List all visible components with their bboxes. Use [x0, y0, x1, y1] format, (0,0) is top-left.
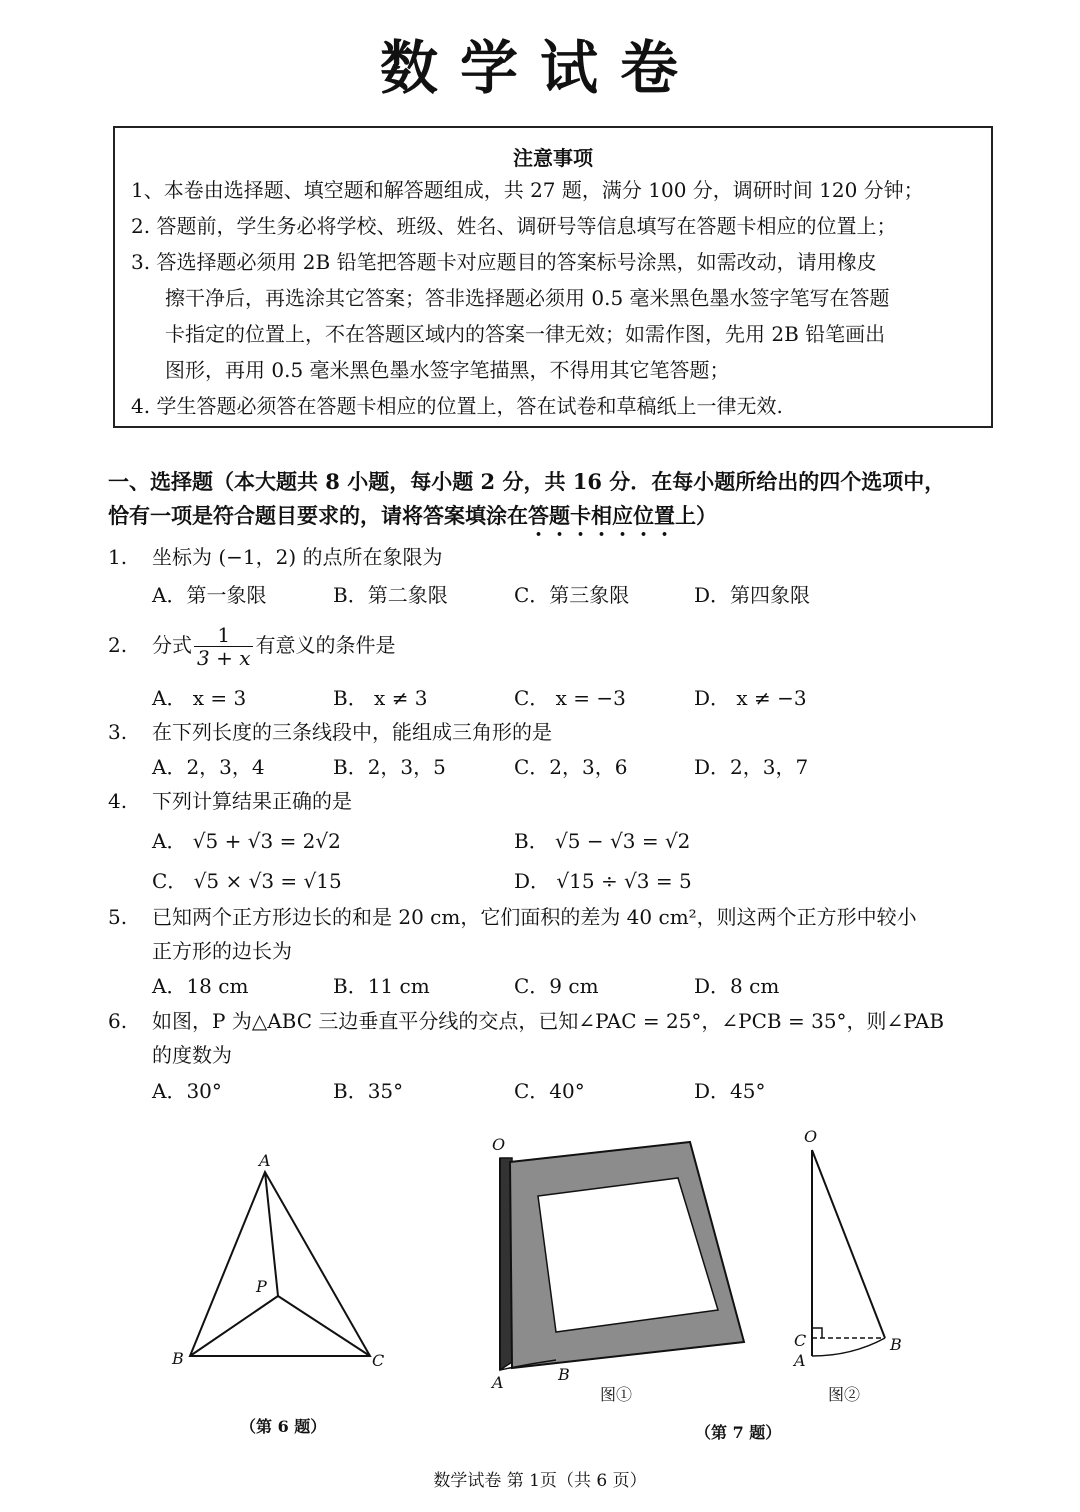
question-number: 6. [108, 1009, 128, 1033]
notice-heading: 注意事项 [513, 146, 593, 170]
q4-option-c: C． √5 × √3 = √15 [152, 869, 342, 893]
label-a: A [492, 1373, 504, 1392]
q2-option-b: B． x ≠ 3 [333, 686, 428, 710]
section-heading-line2: 恰有一项是符合题目要求的，请将答案填涂在答题卡相应位置上） [108, 503, 717, 528]
q1-option-c: C．第三象限 [514, 583, 630, 607]
label-b: B [558, 1365, 570, 1384]
question-text: 坐标为 (−1，2) 的点所在象限为 [152, 545, 443, 569]
q6-option-b: B．35° [333, 1079, 404, 1103]
q4-option-d: D． √15 ÷ √3 = 5 [514, 869, 692, 893]
question-number: 2. [108, 633, 128, 657]
fraction: $\frac{1}{3 + x}$ [194, 624, 253, 669]
arc-ab [812, 1338, 885, 1356]
question-text: 如图，P 为△ABC 三边垂直平分线的交点，已知∠PAC = 25°，∠PCB = 35°，则∠PAB [152, 1009, 945, 1033]
q4-option-b: B． √5 − √3 = √2 [514, 829, 691, 853]
question-number: 5. [108, 905, 128, 929]
notice-line-2: 2. 答题前，学生务必将学校、班级、姓名、调研号等信息填写在答题卡相应的位置上； [131, 214, 897, 238]
q1-option-d: D．第四象限 [694, 583, 811, 607]
q1-option-a: A．第一象限 [152, 583, 267, 607]
label-c: C [794, 1331, 807, 1350]
question-number: 3. [108, 720, 128, 744]
question-number: 1. [108, 545, 128, 569]
q2-option-c: C． x = −3 [514, 686, 626, 710]
q5-option-d: D．8 cm [694, 974, 780, 998]
segment-ob [812, 1150, 885, 1338]
question-5-line2: 正方形的边长为 [152, 939, 292, 963]
page-title: 数学试卷 [379, 34, 700, 102]
q6-option-d: D．45° [694, 1079, 766, 1103]
notice-line-1: 1、本卷由选择题、填空题和解答题组成，共 27 题，满分 100 分，调研时间 120 分钟； [131, 178, 924, 202]
notice-line-7: 4. 学生答题必须答在答题卡相应的位置上，答在试卷和草稿纸上一律无效. [131, 394, 783, 418]
label-a: A [259, 1151, 271, 1170]
notice-line-4: 擦干净后，再选涂其它答案；答非选择题必须用 0.5 毫米黑色墨水签字笔写在答题 [165, 286, 890, 310]
label-p: P [256, 1277, 267, 1296]
label-a: A [794, 1351, 806, 1370]
figure-7-2-caption: 图② [828, 1385, 861, 1404]
q5-option-b: B．11 cm [333, 974, 430, 998]
question-text: 在下列长度的三条线段中，能组成三角形的是 [152, 720, 552, 744]
q5-option-a: A．18 cm [152, 974, 249, 998]
q3-option-c: C．2，3，6 [514, 755, 628, 779]
figure-7-1-caption: 图① [600, 1385, 633, 1404]
label-b: B [890, 1335, 902, 1354]
notice-line-3: 3. 答选择题必须用 2B 铅笔把答题卡对应题目的答案标号涂黑，如需改动，请用橡皮 [131, 250, 877, 274]
label-b: B [172, 1349, 184, 1368]
notice-line-5: 卡指定的位置上，不在答题区域内的答案一律无效；如需作图，先用 2B 铅笔画出 [165, 322, 886, 346]
question-text: 下列计算结果正确的是 [152, 789, 352, 813]
question-text: 已知两个正方形边长的和是 20 cm，它们面积的差为 40 cm²，则这两个正方形中较小 [152, 905, 917, 929]
q3-option-d: D．2，3，7 [694, 755, 809, 779]
q4-option-a: A． √5 + √3 = 2√2 [152, 829, 341, 853]
q2-option-d: D． x ≠ −3 [694, 686, 807, 710]
q3-option-a: A．2，3，4 [152, 755, 265, 779]
label-o: O [492, 1135, 506, 1154]
question-6-line2: 的度数为 [152, 1043, 232, 1067]
section-heading-line1: 一、选择题（本大题共 8 小题，每小题 2 分，共 16 分．在每小题所给出的四个选项中， [108, 469, 946, 494]
label-o: O [804, 1127, 818, 1146]
notice-line-6: 图形，再用 0.5 毫米黑色墨水签字笔描黑，不得用其它笔答题； [165, 358, 730, 382]
q3-option-b: B．2，3，5 [333, 755, 446, 779]
question-number: 4. [108, 789, 128, 813]
q5-option-c: C．9 cm [514, 974, 599, 998]
page-footer: 数学试卷 第 1页（共 6 页） [433, 1471, 647, 1491]
q6-option-a: A．30° [152, 1079, 222, 1103]
q1-option-b: B．第二象限 [333, 583, 448, 607]
question-2: 2. 分式 $\frac{1}{3 + x}$ 有意义的条件是 [108, 623, 396, 670]
figure-7-caption: （第 7 题） [695, 1423, 782, 1442]
label-c: C [372, 1351, 385, 1370]
q6-option-c: C．40° [514, 1079, 585, 1103]
figure-6-caption: （第 6 题） [240, 1417, 327, 1436]
right-angle-mark [812, 1328, 822, 1338]
q2-option-a: A． x = 3 [152, 686, 247, 710]
emphasis-text: 答题卡相应位置 [528, 503, 675, 528]
